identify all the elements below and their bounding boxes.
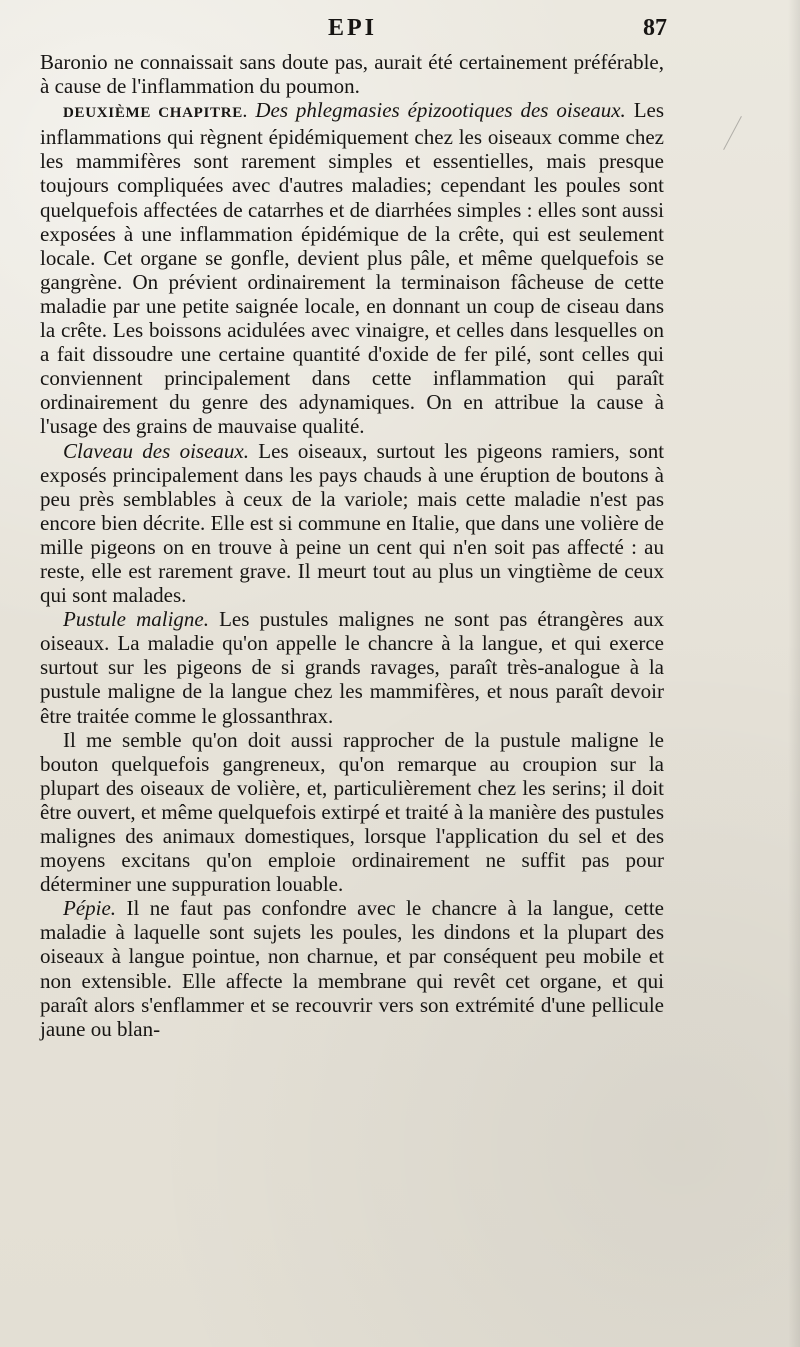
page-header xyxy=(38,16,667,48)
pepie-title: Pépie. xyxy=(63,896,117,921)
pustule-title: Pustule maligne. xyxy=(63,607,209,632)
bouton-paragraph: Il me semble qu'on doit aussi rapprocher de la pustule maligne le bouton quelquefois gangreneux, qu'on remarque au croupion sur la plupart des oiseaux de volière, et, particulièrement chez les serins; il doit être ouvert, et même quelquefois extirpé et traité à la manière des pustules malignes des animaux domestiques, lorsque l'application du sel et des moyens excitans qu'on emploie ordinairement ne suffit pas pour déterminer une suppuration louable. xyxy=(40,727,664,897)
running-head: EPI xyxy=(327,15,378,41)
chapter-text: Les inflammations qui règnent épidémiquement chez les oiseaux comme chez les mammifères sont rarement simples et essentielles, mais presque toujours compliquées avec d'autres maladies; cependant les poules sont quelquefois affectées de catarrhes et de diarrhées simples : elles sont aussi exposées à une inflammation épidémique de la crête, qui est seulement locale. Cet organe se gonfle, devient plus pâle, et même quelquefois se gangrène. On prévient ordinairement la terminaison fâcheuse de cette maladie par une petite saignée locale, en donnant un coup de ciseau dans la crête. Les boissons acidulées avec vinaigre, et celles dans lesquelles on a fait dissoudre une certaine quantité d'oxide de fer pilé, sont celles qui conviennent principalement dans cette inflammation qui paraît ordinairement du genre des adynamiques. On en attribue la cause à l'usage des grains de mauvaise qualité. xyxy=(40,98,665,439)
paper-mark xyxy=(723,116,751,155)
pepie-text: Il ne faut pas confondre avec le chancre à la langue, cette maladie à laquelle sont sujets les poules, les dindons et la plupart des oiseaux à langue pointue, non charnue, et par conséquent peu mobile et non extensible. Elle affecte la membrane qui revêt cet organe, et qui paraît alors s'enflammer et se recouvrir vers son extrémité d'une pellicule jaune ou blan- xyxy=(40,896,665,1041)
page-edge-shadow xyxy=(788,0,800,1347)
page-number: 87 xyxy=(643,15,667,41)
claveau-paragraph xyxy=(40,439,664,608)
claveau-text: Les oiseaux, surtout les pigeons ramiers, sont exposés principalement dans les pays chauds à une éruption de boutons à peu près semblables à ceux de la variole; mais cette maladie n'est pas encore bien décrite. Elle est si commune en Italie, que dans une volière de mille pigeons on en trouve à peine un cent qui n'en soit pas affecté : au reste, elle est rarement grave. Il meurt tout au plus un vingtième de ceux qui sont malades. xyxy=(40,438,665,608)
claveau-title: Claveau des oiseaux. xyxy=(63,438,249,463)
chapter-paragraph xyxy=(40,98,664,438)
pustule-paragraph xyxy=(40,607,664,727)
pustule-text: Les pustules malignes ne sont pas étrangères aux oiseaux. La maladie qu'on appelle le chancre à la langue, et qui exerce surtout sur les pigeons de si grands ravages, paraît très-analogue à la pustule maligne de la langue chez les mammifères, et nous paraît devoir être traitée comme le glossanthrax. xyxy=(40,607,664,728)
chapter-label: DEUXIÈME CHAPITRE. xyxy=(63,105,248,122)
main-text-block xyxy=(40,50,664,1041)
chapter-title: Des phlegmasies épizootiques des oiseaux. xyxy=(255,98,626,123)
pepie-paragraph xyxy=(40,896,664,1041)
intro-paragraph: Baronio ne connaissait sans doute pas, aurait été certainement préférable, à cause de l'inflammation du poumon. xyxy=(40,50,664,99)
